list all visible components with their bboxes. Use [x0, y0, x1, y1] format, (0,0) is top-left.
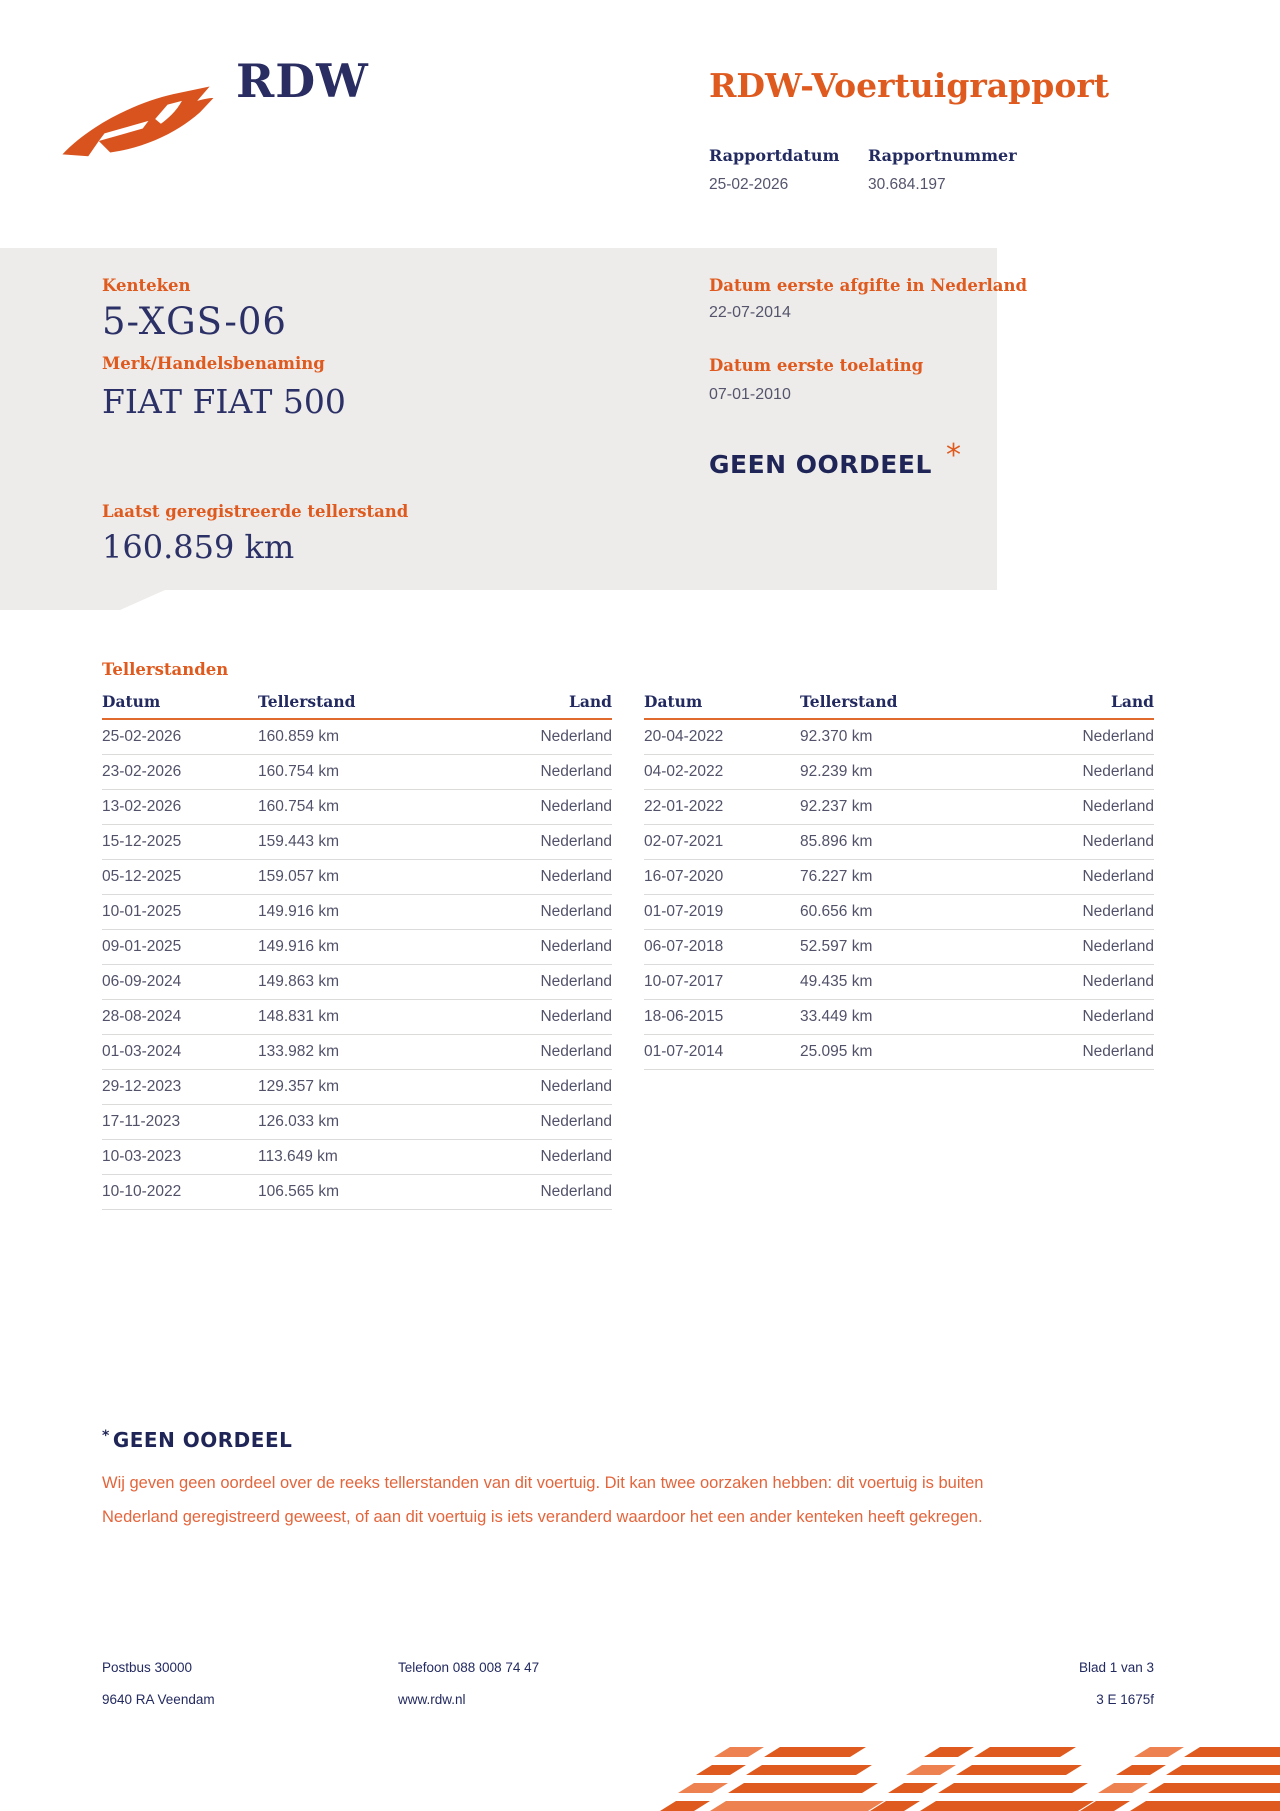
table-row [102, 790, 612, 825]
table-row [644, 1000, 1154, 1035]
table-row [644, 790, 1154, 825]
cell-datum: 29-12-2023 [102, 1078, 182, 1095]
cell-datum: 28-08-2024 [102, 1008, 182, 1025]
table-row [102, 1175, 612, 1210]
table-row [644, 895, 1154, 930]
table-row [644, 720, 1154, 755]
toelating-value: 07-01-2010 [709, 386, 791, 403]
report-date-value: 25-02-2026 [709, 176, 789, 193]
cell-land: Nederland [540, 1043, 612, 1060]
page-title: RDW-Voertuigrapport [709, 66, 1109, 105]
cell-tellerstand: 149.863 km [258, 973, 339, 990]
table-row [102, 1070, 612, 1105]
cell-land: Nederland [540, 903, 612, 920]
header-land: Land [1110, 692, 1154, 711]
table-row [644, 1035, 1154, 1070]
tellerstanden-table-left [102, 692, 612, 1210]
rdw-logo-swoosh-icon [56, 76, 218, 162]
cell-land: Nederland [540, 1148, 612, 1165]
cell-datum: 18-06-2015 [644, 1008, 724, 1025]
footnote-heading [102, 1428, 292, 1452]
cell-datum: 23-02-2026 [102, 763, 182, 780]
cell-tellerstand: 159.057 km [258, 868, 339, 885]
cell-land: Nederland [540, 763, 612, 780]
cell-land: Nederland [1082, 1008, 1154, 1025]
rdw-stripes-graphic [660, 1745, 1280, 1811]
footer-address-line1: Postbus 30000 [102, 1660, 193, 1675]
cell-land: Nederland [540, 1183, 612, 1200]
tellerstanden-table-right [644, 692, 1154, 1070]
cell-land: Nederland [1082, 1043, 1154, 1060]
report-number-value: 30.684.197 [868, 176, 946, 193]
table-row [644, 860, 1154, 895]
cell-datum: 05-12-2025 [102, 868, 182, 885]
kenteken-value: 5-XGS-06 [102, 300, 287, 343]
footer-doc-code: 3 E 1675f [1096, 1692, 1154, 1707]
table-row [102, 1105, 612, 1140]
cell-datum: 10-07-2017 [644, 973, 724, 990]
laatste-tellerstand-value: 160.859 km [102, 528, 295, 566]
cell-tellerstand: 126.033 km [258, 1113, 339, 1130]
cell-tellerstand: 92.239 km [800, 763, 873, 780]
cell-land: Nederland [1082, 868, 1154, 885]
table-row [102, 1000, 612, 1035]
cell-tellerstand: 25.095 km [800, 1043, 873, 1060]
cell-tellerstand: 92.370 km [800, 728, 873, 745]
table-row [102, 1140, 612, 1175]
cell-land: Nederland [540, 1078, 612, 1095]
cell-tellerstand: 49.435 km [800, 973, 873, 990]
afgifte-value: 22-07-2014 [709, 304, 791, 321]
footer-page-number: Blad 1 van 3 [1078, 1660, 1154, 1675]
cell-datum: 10-03-2023 [102, 1148, 182, 1165]
header-datum: Datum [102, 692, 161, 711]
cell-datum: 22-01-2022 [644, 798, 724, 815]
header-tellerstand: Tellerstand [800, 692, 898, 711]
merk-value: FIAT FIAT 500 [102, 382, 346, 421]
cell-datum: 13-02-2026 [102, 798, 182, 815]
cell-land: Nederland [1082, 728, 1154, 745]
cell-datum: 06-07-2018 [644, 938, 724, 955]
table-row [102, 1035, 612, 1070]
cell-land: Nederland [540, 798, 612, 815]
toelating-label: Datum eerste toelating [709, 356, 924, 375]
footer-website: www.rdw.nl [398, 1692, 466, 1707]
cell-land: Nederland [1082, 973, 1154, 990]
cell-land: Nederland [540, 973, 612, 990]
cell-tellerstand: 148.831 km [258, 1008, 339, 1025]
cell-land: Nederland [540, 1113, 612, 1130]
cell-datum: 17-11-2023 [102, 1113, 181, 1130]
header-land: Land [568, 692, 612, 711]
cell-land: Nederland [540, 833, 612, 850]
cell-tellerstand: 160.754 km [258, 798, 339, 815]
table-row [644, 930, 1154, 965]
table-row [644, 825, 1154, 860]
cell-land: Nederland [1082, 903, 1154, 920]
cell-land: Nederland [540, 868, 612, 885]
cell-tellerstand: 92.237 km [800, 798, 873, 815]
footnote-asterisk: * [102, 1428, 110, 1444]
table-row [102, 755, 612, 790]
merk-label: Merk/Handelsbenaming [102, 354, 325, 373]
table-row [102, 825, 612, 860]
cell-datum: 01-07-2014 [644, 1043, 724, 1060]
cell-land: Nederland [1082, 798, 1154, 815]
rdw-logo-text: RDW [236, 54, 369, 108]
cell-datum: 01-07-2019 [644, 903, 724, 920]
cell-tellerstand: 60.656 km [800, 903, 873, 920]
cell-land: Nederland [1082, 833, 1154, 850]
cell-tellerstand: 133.982 km [258, 1043, 339, 1060]
table-row [102, 930, 612, 965]
cell-datum: 01-03-2024 [102, 1043, 182, 1060]
kenteken-label: Kenteken [102, 276, 191, 295]
table-header-row [102, 692, 612, 720]
cell-tellerstand: 159.443 km [258, 833, 339, 850]
table-header-row [644, 692, 1154, 720]
cell-tellerstand: 85.896 km [800, 833, 873, 850]
cell-datum: 25-02-2026 [102, 728, 182, 745]
footer-address-line2: 9640 RA Veendam [102, 1692, 215, 1707]
cell-datum: 16-07-2020 [644, 868, 724, 885]
cell-datum: 15-12-2025 [102, 833, 182, 850]
footnote-title: GEEN OORDEEL [112, 1428, 293, 1452]
report-date-label: Rapportdatum [709, 146, 840, 165]
cell-land: Nederland [540, 728, 612, 745]
tellerstanden-section-title: Tellerstanden [102, 660, 229, 679]
cell-datum: 10-10-2022 [102, 1183, 182, 1200]
cell-datum: 20-04-2022 [644, 728, 724, 745]
header-datum: Datum [644, 692, 703, 711]
cell-datum: 06-09-2024 [102, 973, 182, 990]
cell-datum: 02-07-2021 [644, 833, 724, 850]
cell-datum: 10-01-2025 [102, 903, 182, 920]
footnote-text: Wij geven geen oordeel over de reeks tellerstanden van dit voertuig. Dit kan twee oorzaken hebben: dit voertuig is buiten Nederland geregistreerd geweest, of aan dit voertuig is iets veranderd waardoor het een ander kenteken heeft gekregen. [102, 1474, 984, 1526]
cell-tellerstand: 129.357 km [258, 1078, 339, 1095]
table-row [102, 720, 612, 755]
cell-datum: 04-02-2022 [644, 763, 724, 780]
table-row [644, 965, 1154, 1000]
cell-land: Nederland [540, 1008, 612, 1025]
cell-tellerstand: 52.597 km [800, 938, 873, 955]
table-row [644, 755, 1154, 790]
table-row [102, 860, 612, 895]
cell-land: Nederland [1082, 763, 1154, 780]
cell-tellerstand: 149.916 km [258, 938, 339, 955]
cell-tellerstand: 33.449 km [800, 1008, 873, 1025]
cell-datum: 09-01-2025 [102, 938, 182, 955]
table-row [102, 965, 612, 1000]
laatste-tellerstand-label: Laatst geregistreerde tellerstand [102, 502, 409, 521]
cell-land: Nederland [540, 938, 612, 955]
report-number-label: Rapportnummer [868, 146, 1017, 165]
oordeel-asterisk: * [946, 438, 961, 473]
footer-phone: Telefoon 088 008 74 47 [398, 1660, 540, 1675]
cell-land: Nederland [1082, 938, 1154, 955]
header-tellerstand: Tellerstand [258, 692, 356, 711]
cell-tellerstand: 76.227 km [800, 868, 873, 885]
table-row [102, 895, 612, 930]
cell-tellerstand: 106.565 km [258, 1183, 339, 1200]
cell-tellerstand: 160.754 km [258, 763, 339, 780]
cell-tellerstand: 149.916 km [258, 903, 339, 920]
cell-tellerstand: 160.859 km [258, 728, 339, 745]
cell-tellerstand: 113.649 km [258, 1148, 338, 1165]
oordeel-status: GEEN OORDEEL [709, 450, 932, 479]
afgifte-label: Datum eerste afgifte in Nederland [709, 276, 1028, 295]
